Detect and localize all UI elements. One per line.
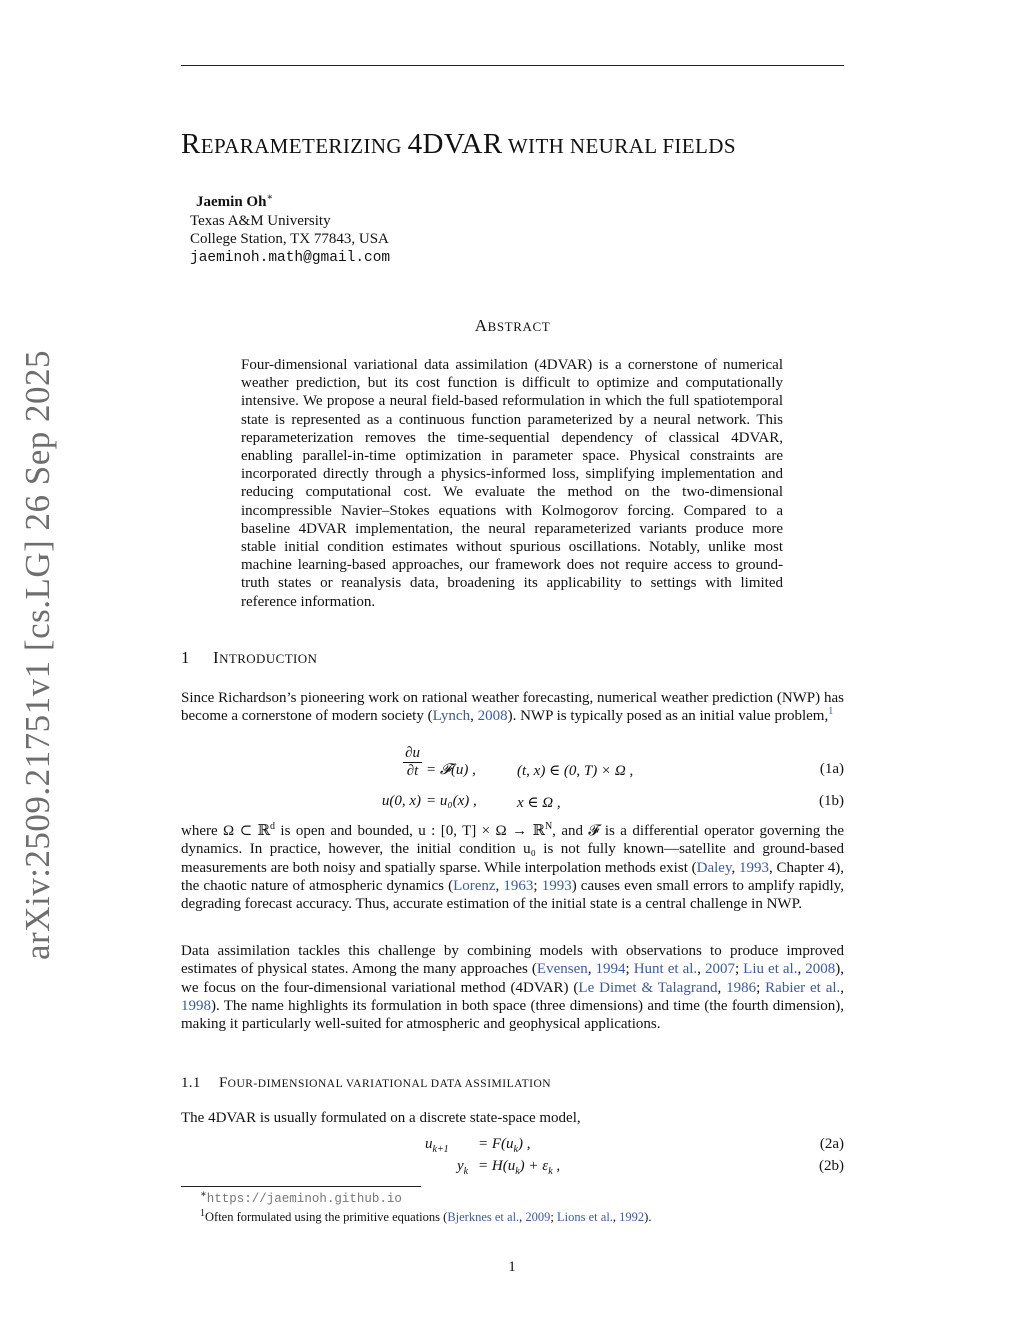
citation-link[interactable]: 1992 [619,1209,645,1224]
citation-link[interactable]: Hunt et al. [633,961,698,978]
text: ; [533,877,542,894]
text: , [717,979,727,996]
text: ) + ε [519,1158,549,1174]
author-address: College Station, TX 77843, USA [190,231,389,247]
citation-link[interactable]: Lynch [432,708,471,725]
abstract-heading-rest: BSTRACT [487,319,551,334]
subsection-heading-4dvar [181,1075,551,1092]
citation-link[interactable]: 1993 [739,859,769,876]
citation-link[interactable]: Bjerknes et al. [447,1209,520,1224]
citation-link[interactable]: 2009 [525,1209,551,1224]
subsection-intro: The 4DVAR is usually formulated on a discrete state-space model, [181,1110,581,1126]
equation-1b-condition: x ∈ Ω , [517,795,561,811]
text: ). [644,1209,652,1224]
citation-link[interactable]: 2008 [805,961,836,978]
text: , [840,979,845,996]
citation-link[interactable]: 1994 [595,961,626,978]
text: Often formulated using the primitive equations ( [205,1209,448,1224]
abstract-heading [181,316,844,336]
equation-2a-lhs [425,1136,449,1155]
text: ). The name highlights its formulation in both space (three dimensions) and time (the fourth dimension), making it particularly well-suited for atmospheric and geophysical applications. [181,997,844,1033]
citation-link[interactable]: 1993 [541,877,572,894]
text: , [470,708,478,725]
equation-2b-tag: (2b) [819,1158,844,1174]
citation-link[interactable]: Liu et al. [743,961,798,978]
text: Since Richardson’s pioneering work on rational weather forecasting, numerical weather prediction (NWP) has become a cornerstone of modern society ( [181,690,844,725]
text: ; [550,1209,558,1224]
title-smallcaps-1: EPARAMETERIZING [200,134,408,158]
citation-link[interactable]: Rabier et al. [765,979,841,996]
equation-2b [181,1156,844,1182]
citation-link[interactable]: 2007 [704,961,735,978]
equation-1a-rhs: = 𝓕(u) , [426,762,476,778]
subscript: k [463,1166,469,1177]
equation-1a-tag: (1a) [819,761,844,777]
text: , [697,961,705,978]
text: Data assimilation tackles this challenge by combining models with observations to produce improved estimates of physical states. Among the many approaches ( [181,943,844,978]
subsection-title-cap: F [219,1075,228,1091]
text: u [425,1136,433,1152]
title-cap: R [181,128,201,160]
author-email[interactable]: jaeminoh.math@gmail.com [190,249,391,266]
text: ) causes even small errors to amplify rapidly, degrading forecast accuracy. Thus, accurate estimation of the initial state is a central challenge in NWP. [181,877,844,913]
text: where Ω ⊂ ℝ [181,823,271,839]
citation-link[interactable]: Lorenz [453,877,496,894]
section-heading-introduction [181,648,317,668]
text: , [612,1209,620,1224]
author-name: Jaemin Oh [196,194,267,210]
author-homepage-link[interactable]: https://jaeminoh.github.io [206,1192,402,1206]
text: , [552,1158,561,1174]
equation-2a-tag: (2a) [819,1136,844,1152]
equation-2a-rhs [478,1136,530,1155]
page-number: 1 [508,1259,516,1275]
section-title-cap: I [213,648,220,667]
text: , [495,877,504,894]
text: ; [625,961,634,978]
author-affiliation: Texas A&M University [190,212,331,229]
title-4dvar: 4DVAR [407,128,503,160]
subsection-number: 1.1 [181,1075,201,1091]
equation-1b [181,791,844,817]
text: y [457,1158,464,1174]
abstract-heading-cap: A [474,316,488,335]
subscript: k+1 [432,1144,449,1155]
arxiv-stamp: arXiv:2509.21751v1 [cs.LG] 26 Sep 2025 [18,349,57,960]
abstract-text: Four-dimensional variational data assimilation (4DVAR) is a cornerstone of numerical weather prediction, but its cost function is difficult to optimize and computationally intensive. We propose a neural field-based reformulation in which the full spatiotemporal state is represented as a continuous function parameterized by a neural network. This reparameterization removes the time-sequential dependency of classical 4DVAR, enabling parallel-in-time optimization in parameter space. Physical constraints are incorporated directly through a physics-informed loss, simplifying implementation and reducing computational cost. We evaluate the method on the two-dimensional incompressible Navier–Stokes equations with Kolmogorov forcing. Compared to a baseline 4DVAR implementation, the neural reparameterized variants produce more stable initial condition estimates without spurious oscillations. Notably, unlike most machine learning-based approaches, our framework does not require access to ground-truth states or reanalysis data, broadening its applicability to settings with limited reference information. [241,357,783,610]
citation-link[interactable]: 2008 [477,708,508,725]
footnote-1 [200,1209,651,1227]
text: ) , [517,1136,531,1152]
text: = F(u [478,1136,514,1152]
citation-link[interactable]: Lions et al. [557,1209,613,1224]
section-number: 1 [181,648,190,667]
text: ), we focus on the four-dimensional variational method (4DVAR) ( [181,961,844,996]
superscript: N [544,821,553,832]
fraction-denominator: ∂t [406,763,419,779]
text: , [797,961,806,978]
fraction-numerator: ∂u [405,745,420,761]
text: , Chapter 4), the chaotic nature of atmospheric dynamics ( [181,859,845,894]
text: = H(u [478,1158,516,1174]
intro-paragraph-3 [181,942,844,1033]
text: ; [756,979,766,996]
equation-1b-tag: (1b) [819,793,844,809]
equation-1a [181,745,844,781]
text: , [731,859,739,876]
author-block [190,193,390,267]
footnote-mark: 1 [200,1207,205,1219]
footnote-rule [181,1186,421,1187]
title-smallcaps-2: WITH NEURAL FIELDS [502,134,736,158]
citation-link[interactable]: 1986 [726,979,757,996]
superscript: d [270,821,276,832]
subscript: k [515,1166,520,1177]
text: is open and bounded, u : [0, T] × Ω → ℝ [275,823,545,839]
section-title-rest: NTRODUCTION [219,651,318,666]
citation-link[interactable]: Daley [696,859,732,876]
equation-1a-condition: (t, x) ∈ (0, T) × Ω , [517,763,634,779]
equation-1a-lhs [403,745,422,780]
citation-link[interactable]: Le Dimet & Talagrand [578,979,718,996]
paper-title [181,128,861,161]
subsection-title-rest: OUR-DIMENSIONAL VARIATIONAL DATA ASSIMILATION [227,1078,552,1090]
subscript: k [513,1144,518,1155]
header-rule [181,65,844,66]
text: , [519,1209,526,1224]
citation-link[interactable]: 1963 [503,877,534,894]
equation-2b-lhs [457,1158,468,1177]
text: ). NWP is typically posed as an initial value problem, [507,708,829,725]
text: ; [734,961,744,978]
text: , and 𝓕 is a differential operator governing the dynamics. In practice, however, the initial condition u₀ is not fully known—satellite and ground-based measurements are both noisy and spatially sparse. While interpolation methods exist ( [181,823,844,876]
intro-paragraph-2 [181,822,844,913]
text: , [587,961,596,978]
footnote-ref[interactable]: 1 [828,706,834,718]
equation-2b-rhs [478,1158,560,1177]
equation-1b-rhs: = u₀(x) , [426,793,477,809]
citation-link[interactable]: 1998 [181,997,211,1014]
author-footnote-mark: ∗ [266,192,274,203]
subscript: k [548,1166,553,1177]
citation-link[interactable]: Evensen [536,961,588,978]
footnote-author [200,1190,651,1209]
intro-paragraph-1 [181,689,844,726]
footnotes [200,1190,651,1226]
equation-1b-lhs: u(0, x) [381,793,421,809]
footnote-mark: ∗ [200,1188,207,1200]
